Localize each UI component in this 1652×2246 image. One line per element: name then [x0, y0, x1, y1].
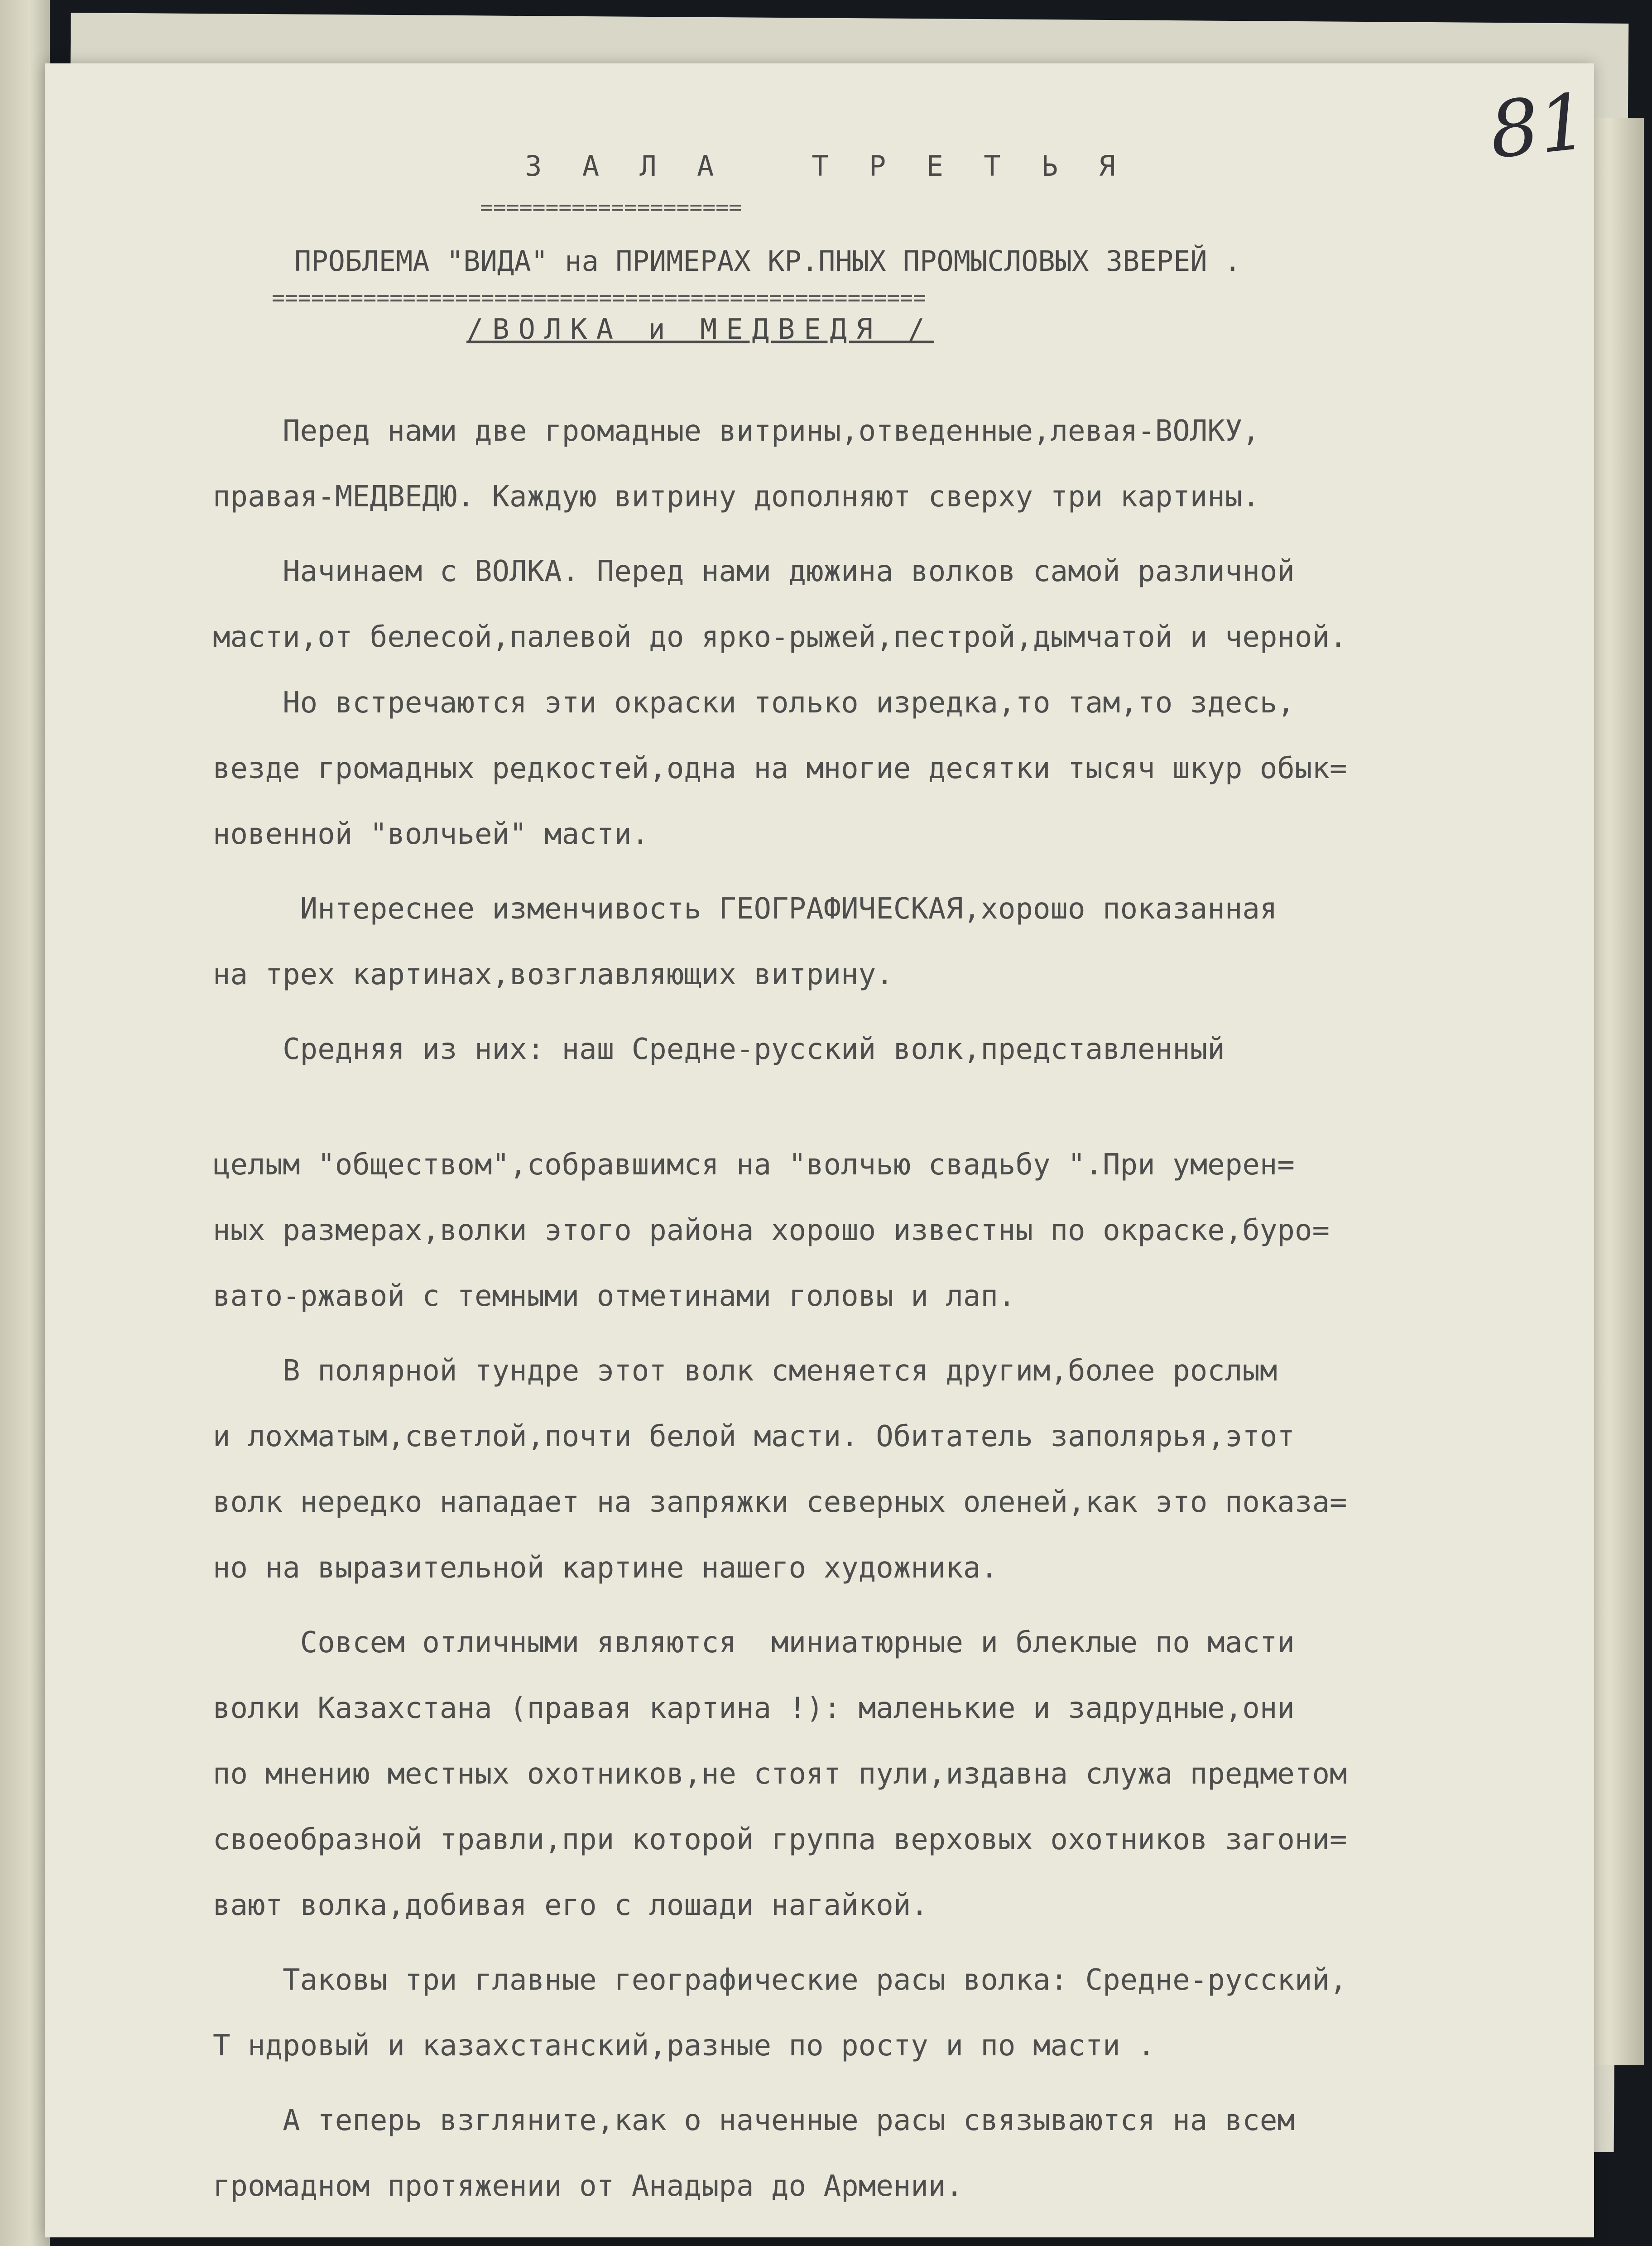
text-line: и лохматым,светлой,почти белой масти. Обитатель заполярья,этот — [213, 1420, 1295, 1453]
text-line: громадном протяжении от Анадыра до Армении. — [213, 2169, 963, 2203]
text-line: В полярной тундре этот волк сменяется другим,более рослым — [213, 1354, 1277, 1388]
text-line: Совсем отличными являются миниатюрные и блеклые по масти — [213, 1626, 1295, 1659]
text-line: целым "обществом",собравшимся на "волчью свадьбу ".При умерен= — [213, 1148, 1295, 1182]
text-line: Средняя из них: наш Средне-русский волк,представленный — [213, 1033, 1225, 1066]
text-line: на трех картинах,возглавляющих витрину. — [213, 958, 893, 991]
binder-left-edge — [0, 0, 50, 2246]
handwritten-page-number: 81 — [1485, 77, 1593, 176]
text-line: Но встречаются эти окраски только изредка,то там,то здесь, — [213, 686, 1295, 720]
subtitle-underline: ================================================== — [272, 285, 926, 311]
text-line: Начинаем с ВОЛКА. Перед нами дюжина волков самой различной — [213, 555, 1295, 588]
text-line: волк нередко нападает на запряжки северных оленей,как это показа= — [213, 1486, 1347, 1519]
text-line: масти,от белесой,палевой до ярко-рыжей,пестрой,дымчатой и черной. — [213, 620, 1347, 654]
text-line: Таковы три главные географические расы волка: Средне-русский, — [213, 1963, 1347, 1997]
text-line: вают волка,добивая его с лошади нагайкой. — [213, 1889, 928, 1922]
text-line: новенной "волчьей" масти. — [213, 818, 649, 851]
text-line: вато-ржавой с темными отметинами головы и лап. — [213, 1279, 1016, 1313]
text-line: но на выразительной картине нашего художника. — [213, 1551, 998, 1585]
section-subtitle-species: /ВОЛКА и МЕДВЕДЯ / — [466, 313, 934, 346]
text-line: своеобразной травли,при которой группа верховых охотников загони= — [213, 1823, 1347, 1856]
title-underline: ==================== — [480, 195, 742, 220]
section-subtitle: ПРОБЛЕМА "ВИДА" на ПРИМЕРАХ КР.ПНЫХ ПРОМЫСЛОВЫХ ЗВЕРЕЙ . — [294, 245, 1241, 278]
text-line: везде громадных редкостей,одна на многие десятки тысяч шкур обык= — [213, 752, 1347, 785]
text-line: Интереснее изменчивость ГЕОГРАФИЧЕСКАЯ,хорошо показанная — [213, 892, 1277, 926]
text-line: правая-МЕДВЕДЮ. Каждую витрину дополняют сверху три картины. — [213, 480, 1260, 514]
text-line: по мнению местных охотников,не стоят пули,издавна служа предметом — [213, 1757, 1347, 1791]
hall-title: З А Л А Т Р Е Т Ь Я — [525, 149, 1127, 183]
text-line: Перед нами две громадные витрины,отведенные,левая-ВОЛКУ, — [213, 414, 1260, 448]
text-line: Т ндровый и казахстанский,разные по росту и по масти . — [213, 2029, 1155, 2063]
text-line: волки Казахстана (правая картина !): маленькие и задрудные,они — [213, 1692, 1295, 1725]
text-line: А теперь взгляните,как о наченные расы связываются на всем — [213, 2104, 1295, 2137]
typed-body-text — [213, 399, 1553, 2219]
text-line: ных размерах,волки этого района хорошо известны по окраске,буро= — [213, 1214, 1330, 1247]
